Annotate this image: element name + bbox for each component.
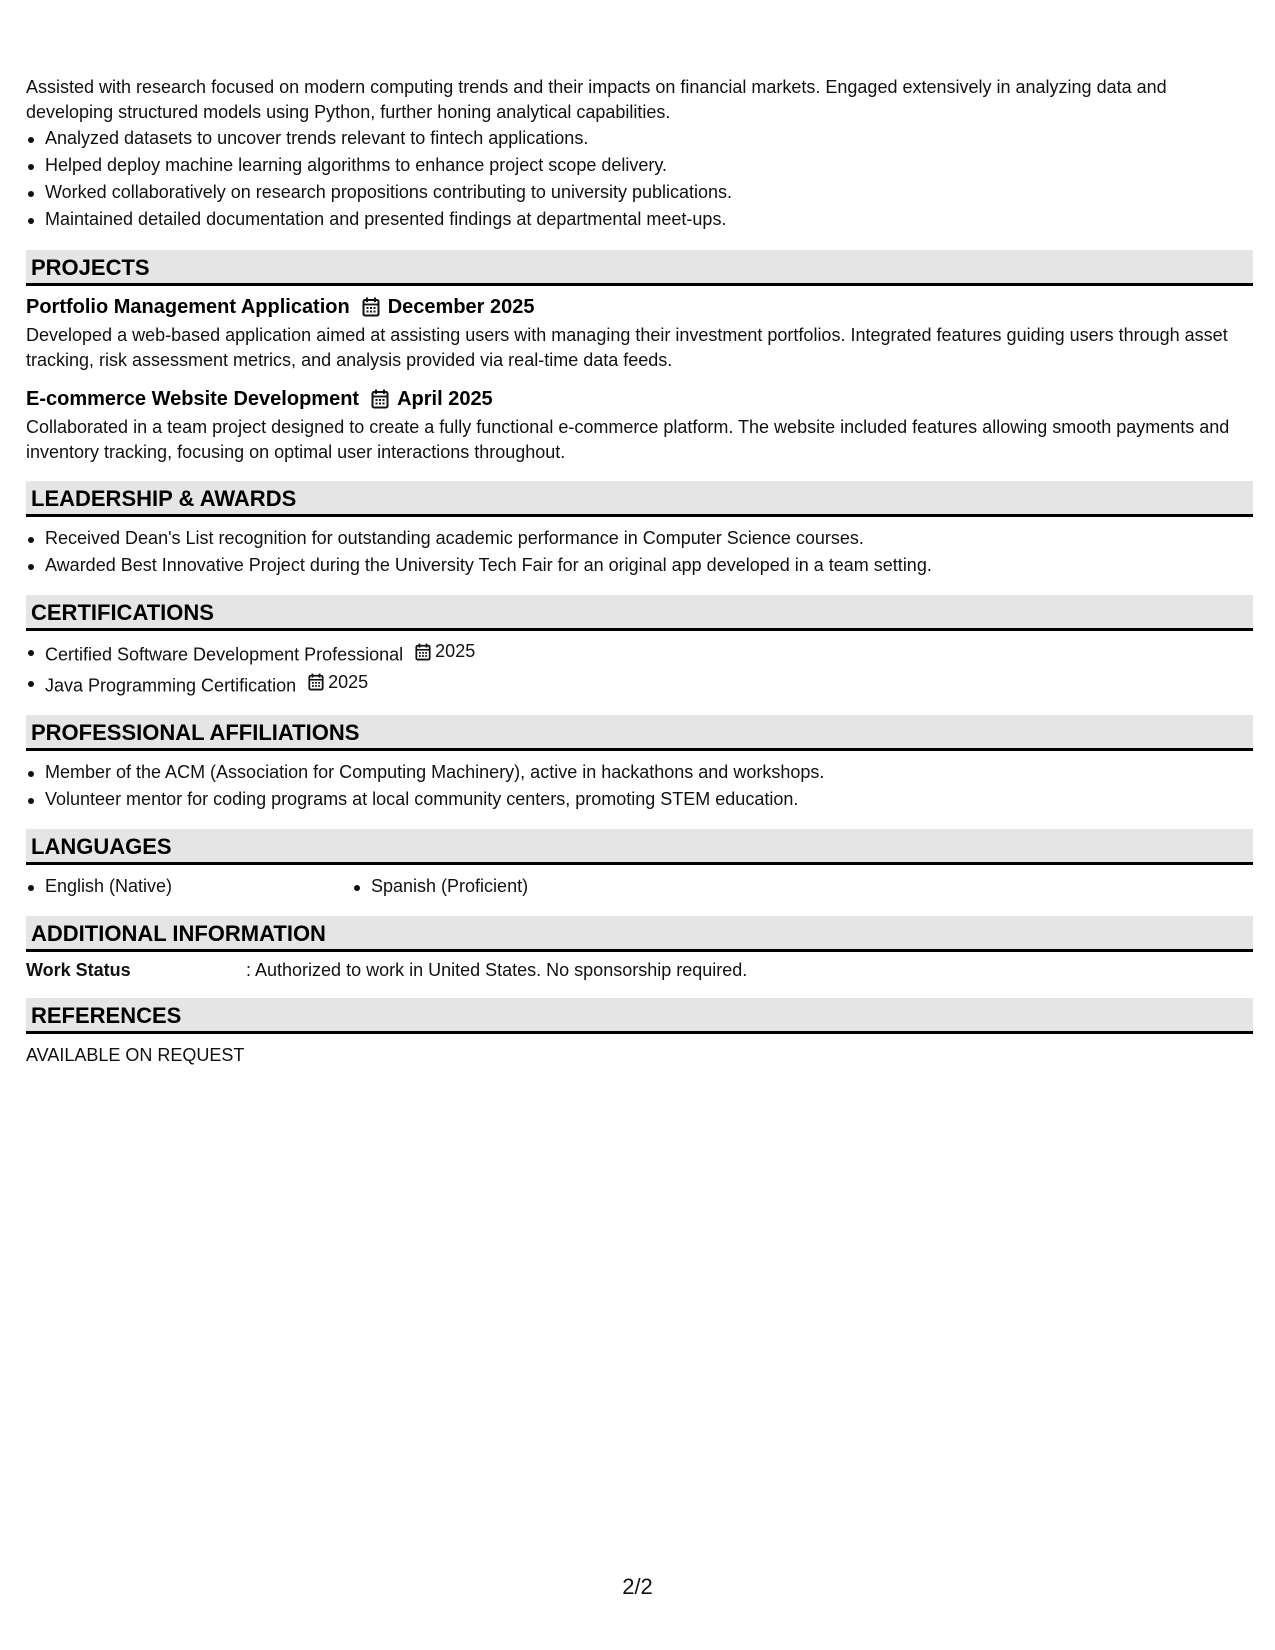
list-item: Maintained detailed documentation and presented findings at departmental meet-ups. — [26, 206, 1253, 233]
references-text: AVAILABLE ON REQUEST — [26, 1045, 245, 1065]
project-title-row — [26, 386, 1253, 412]
list-item: Helped deploy machine learning algorithms to enhance project scope delivery. — [26, 152, 1253, 179]
calendar-icon — [371, 389, 389, 409]
calendar-icon — [362, 297, 380, 317]
language-list — [26, 873, 1253, 900]
list-item: Awarded Best Innovative Project during the University Tech Fair for an original app developed in a team setting. — [26, 552, 1253, 579]
certification-date — [308, 669, 368, 696]
experience-bullets — [26, 125, 1253, 233]
project-title: Portfolio Management Application — [26, 296, 350, 318]
project-description: Collaborated in a team project designed to create a fully functional e-commerce platform. The website included features allowing smooth payments and inventory tracking, focusing on optimal user interactions throughout. — [26, 417, 1230, 462]
project-description: Developed a web-based application aimed at assisting users with managing their investment portfolios. Integrated features guiding users through asset tracking, risk assessment metrics, and analysis provided via real-time data feeds. — [26, 325, 1228, 370]
list-item: Member of the ACM (Association for Computing Machinery), active in hackathons and workshops. — [26, 759, 1253, 786]
section-header-leadership: LEADERSHIP & AWARDS — [26, 481, 1253, 517]
page-number: 2/2 — [622, 1574, 653, 1599]
certification-list — [26, 638, 1253, 699]
list-item — [26, 669, 1253, 700]
section-header-references: REFERENCES — [26, 998, 1253, 1034]
project-title: E-commerce Website Development — [26, 388, 360, 410]
project-date: December 2025 — [387, 296, 535, 318]
section-header-projects: PROJECTS — [26, 250, 1253, 286]
calendar-icon — [308, 673, 324, 691]
calendar-icon — [415, 643, 431, 661]
list-item: English (Native) — [26, 873, 352, 900]
certification-date — [415, 638, 475, 665]
certification-name: Certified Software Development Professional — [45, 644, 404, 665]
certification-year: 2025 — [435, 641, 476, 661]
resume-page — [26, 0, 1253, 1067]
certification-year: 2025 — [328, 671, 369, 692]
section-header-additional-info: ADDITIONAL INFORMATION — [26, 916, 1253, 952]
list-item — [26, 638, 1253, 669]
work-status-row — [26, 958, 1253, 982]
project-entry — [26, 386, 1253, 465]
list-item: Analyzed datasets to uncover trends relevant to fintech applications. — [26, 125, 1253, 152]
project-title-row — [26, 294, 1253, 320]
work-status-label: Work Status — [26, 960, 131, 980]
affiliation-bullets — [26, 759, 1253, 813]
leadership-bullets — [26, 525, 1253, 579]
list-item: Volunteer mentor for coding programs at local community centers, promoting STEM education. — [26, 786, 1253, 813]
project-date: April 2025 — [397, 388, 493, 410]
section-header-affiliations: PROFESSIONAL AFFILIATIONS — [26, 715, 1253, 751]
list-item: Spanish (Proficient) — [352, 873, 678, 900]
work-status-value: : Authorized to work in United States. No sponsorship required. — [246, 960, 748, 980]
section-header-languages: LANGUAGES — [26, 829, 1253, 865]
certification-name: Java Programming Certification — [45, 675, 297, 695]
experience-summary: Assisted with research focused on modern computing trends and their impacts on financial markets. Engaged extensively in analyzing data and developing structured models using Python, further honing analytical capabilities. — [26, 77, 1167, 122]
list-item: Received Dean's List recognition for outstanding academic performance in Computer Science courses. — [26, 525, 1253, 552]
list-item: Worked collaboratively on research propositions contributing to university publications. — [26, 179, 1253, 206]
project-entry — [26, 294, 1253, 373]
section-header-certifications: CERTIFICATIONS — [26, 595, 1253, 631]
